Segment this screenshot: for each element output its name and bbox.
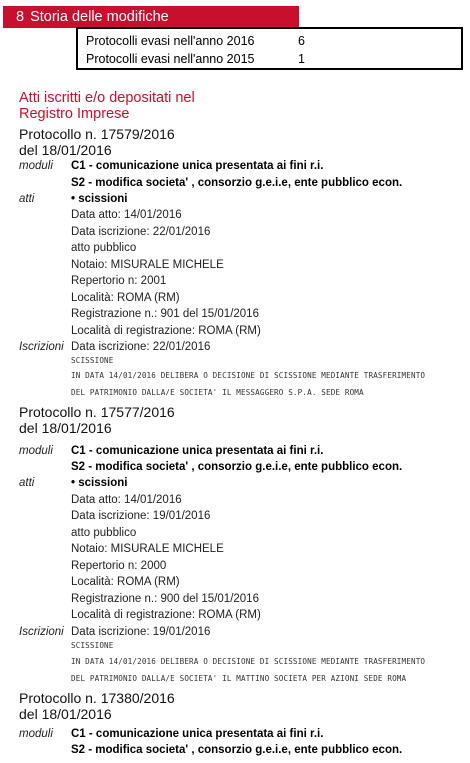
registry-subheading (19, 90, 195, 122)
summary-label: Protocolli evasi nell'anno 2016 (86, 34, 255, 48)
note-line-3: DEL PATRIMONIO DALLA/E SOCIETA' IL MESSAGGERO S.P.A. SEDE ROMA (71, 388, 364, 397)
detail-localita: Località: ROMA (RM) (71, 292, 180, 304)
modulo-s2: S2 - modifica societa' , consorzio g.e.i.e, ente pubblico econ. (71, 177, 403, 189)
moduli-label: moduli (19, 160, 53, 172)
protocol-3-title (19, 690, 175, 722)
detail-data-iscrizione: Data iscrizione: 22/01/2016 (71, 226, 211, 238)
atti-label: atti (19, 477, 35, 489)
detail-localita-registrazione: Località di registrazione: ROMA (RM) (71, 609, 261, 621)
iscrizioni-label: Iscrizioni (19, 341, 64, 353)
detail-notaio: Notaio: MISURALE MICHELE (71, 543, 224, 555)
modulo-c1: C1 - comunicazione unica presentata ai fini r.i. (71, 160, 324, 172)
modulo-s2: S2 - modifica societa' , consorzio g.e.i.e, ente pubblico econ. (71, 744, 403, 756)
note-line-1: SCISSIONE (71, 356, 114, 365)
section-number: 8 (16, 9, 25, 25)
detail-repertorio: Repertorio n: 2001 (71, 275, 167, 287)
summary-count: 6 (298, 34, 305, 48)
protocol-date: del 18/01/2016 (19, 142, 112, 158)
summary-row-2016 (86, 34, 305, 48)
detail-notaio: Notaio: MISURALE MICHELE (71, 259, 224, 271)
protocol-number: Protocollo n. 17380/2016 (19, 690, 175, 706)
summary-label: Protocolli evasi nell'anno 2015 (86, 52, 255, 66)
iscrizione-date: Data iscrizione: 22/01/2016 (71, 341, 211, 353)
atto-type: • scissioni (71, 193, 128, 205)
summary-box (76, 27, 463, 70)
subheading-line-2: Registro Imprese (19, 106, 130, 122)
note-line-2: IN DATA 14/01/2016 DELIBERA O DECISIONE DI SCISSIONE MEDIANTE TRASFERIMENTO (71, 657, 426, 666)
protocol-number: Protocollo n. 17577/2016 (19, 404, 175, 420)
protocol-1-title (19, 126, 175, 158)
protocol-date: del 18/01/2016 (19, 420, 112, 436)
detail-atto-pubblico: atto pubblico (71, 527, 137, 539)
detail-registrazione: Registrazione n.: 901 del 15/01/2016 (71, 308, 259, 320)
moduli-label: moduli (19, 728, 53, 740)
detail-repertorio: Repertorio n: 2000 (71, 560, 167, 572)
section-title: Storia delle modifiche (30, 9, 169, 25)
protocol-date: del 18/01/2016 (19, 706, 112, 722)
subheading-line-1: Atti iscritti e/o depositati nel (19, 90, 195, 106)
summary-count: 1 (298, 52, 305, 66)
modulo-c1: C1 - comunicazione unica presentata ai fini r.i. (71, 728, 324, 740)
section-header (3, 6, 299, 28)
detail-registrazione: Registrazione n.: 900 del 15/01/2016 (71, 593, 259, 605)
moduli-label: moduli (19, 445, 53, 457)
summary-row-2015 (86, 52, 305, 66)
detail-atto-pubblico: atto pubblico (71, 242, 137, 254)
protocol-2-title (19, 404, 175, 436)
detail-localita-registrazione: Località di registrazione: ROMA (RM) (71, 325, 261, 337)
iscrizione-date: Data iscrizione: 19/01/2016 (71, 626, 211, 638)
detail-data-atto: Data atto: 14/01/2016 (71, 494, 182, 506)
iscrizioni-label: Iscrizioni (19, 626, 64, 638)
detail-localita: Località: ROMA (RM) (71, 576, 180, 588)
protocol-number: Protocollo n. 17579/2016 (19, 126, 175, 142)
detail-data-atto: Data atto: 14/01/2016 (71, 209, 182, 221)
note-line-3: DEL PATRIMONIO DALLA/E SOCIETA' IL MATTINO SOCIETA PER AZIONI SEDE ROMA (71, 674, 407, 683)
note-line-2: IN DATA 14/01/2016 DELIBERA O DECISIONE DI SCISSIONE MEDIANTE TRASFERIMENTO (71, 371, 426, 380)
detail-data-iscrizione: Data iscrizione: 19/01/2016 (71, 510, 211, 522)
modulo-s2: S2 - modifica societa' , consorzio g.e.i.e, ente pubblico econ. (71, 461, 403, 473)
note-line-1: SCISSIONE (71, 641, 114, 650)
modulo-c1: C1 - comunicazione unica presentata ai fini r.i. (71, 445, 324, 457)
atti-label: atti (19, 193, 35, 205)
atto-type: • scissioni (71, 477, 128, 489)
